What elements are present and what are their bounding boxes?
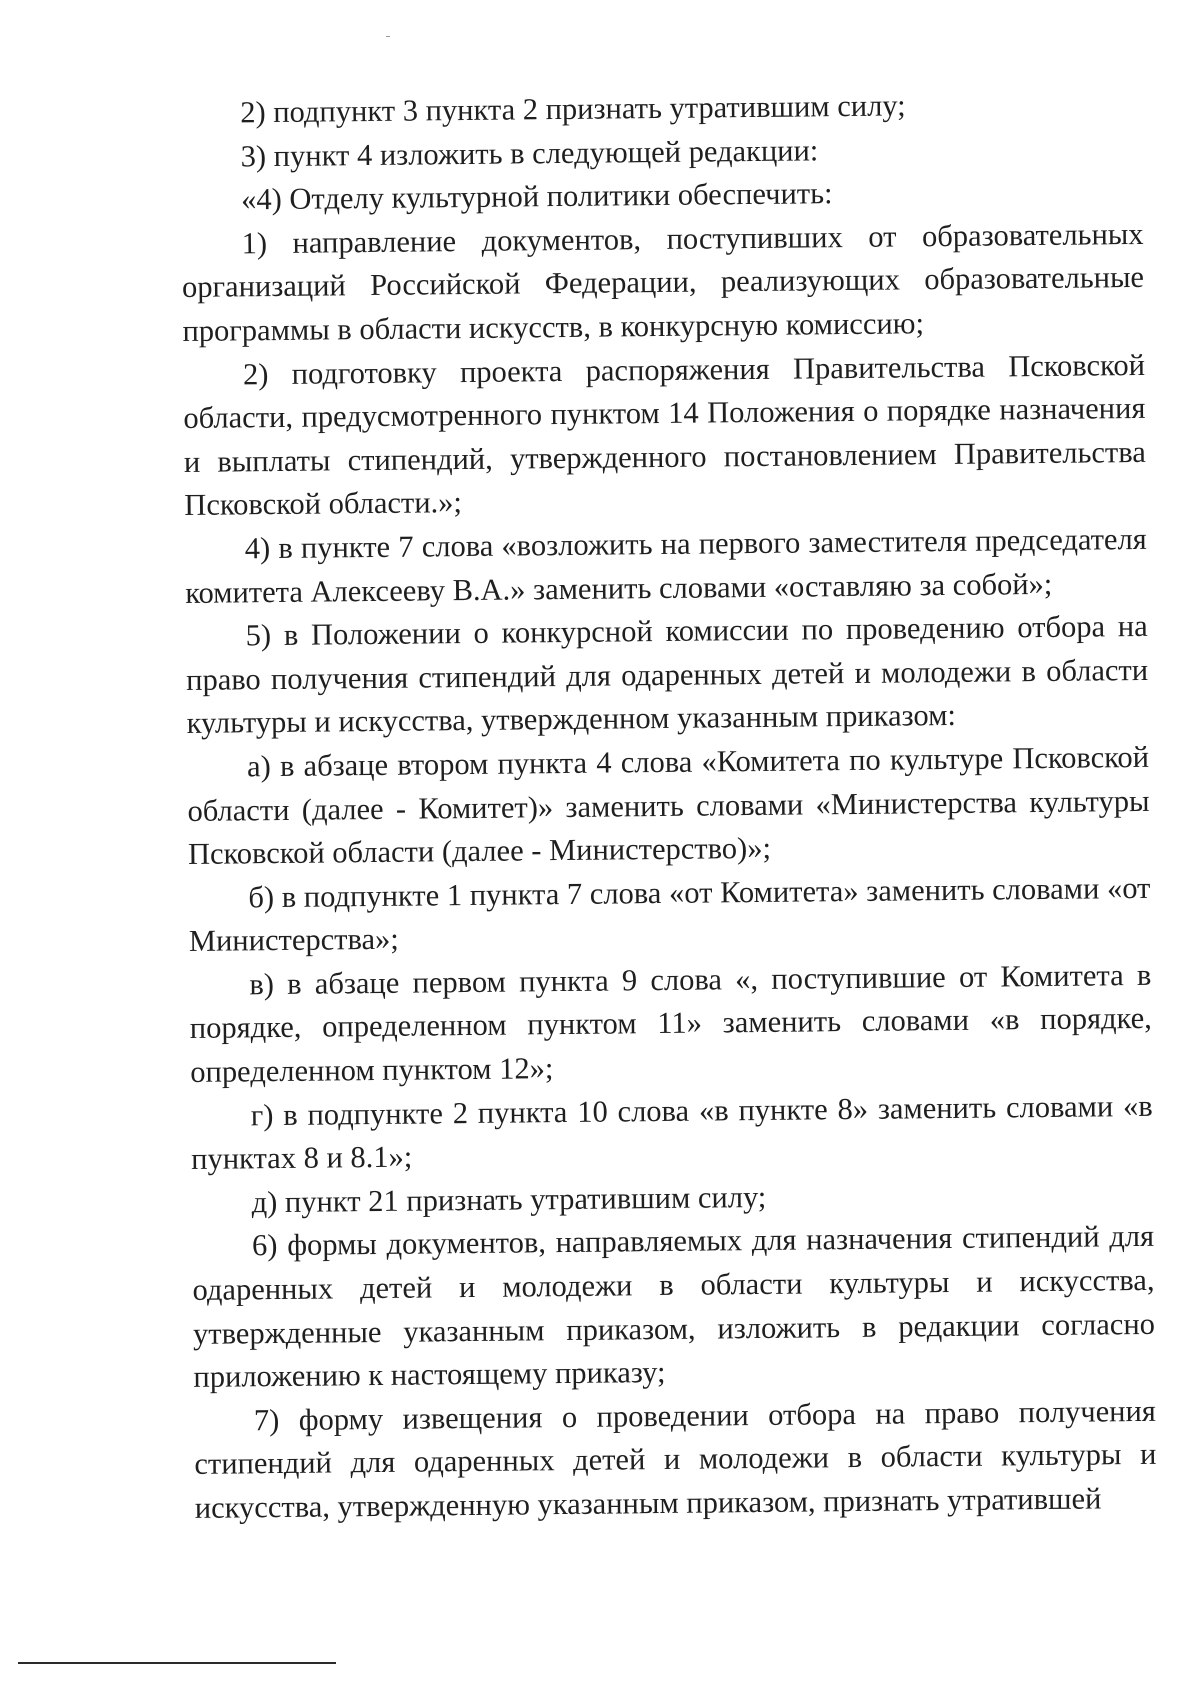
paragraph-clause-4-heading: «4) Отделу культурной политики обеспечить: bbox=[240, 176, 833, 217]
paragraph-item-5g: г) в подпункте 2 пункта 10 слова «в пункте 8» заменить словами «в пунктах 8 и 8.1»; bbox=[190, 1088, 1153, 1177]
document-body bbox=[180, 82, 1157, 1531]
paragraph-item-4: 4) в пункте 7 слова «возложить на первого заместителя председателя комитета Алексееву В.А.» заменить словами «оставляю за собой»; bbox=[185, 521, 1147, 610]
paragraph-item-6: 6) формы документов, направляемых для назначения стипендий для одаренных детей и молодежи в области культуры и искусства, утвержденные указанным приказом, изложить в редакции согласно приложению к настоящему приказу; bbox=[192, 1219, 1156, 1395]
paragraph-item-7: 7) форму извещения о проведении отбора на право получения стипендий для одаренных детей и молодежи в области культуры и искусства, утвержденную указанным приказом, признать утратившей bbox=[194, 1393, 1157, 1525]
paragraph-item-5b: б) в подпункте 1 пункта 7 слова «от Комитета» заменить словами «от Министерства»; bbox=[188, 870, 1151, 959]
paragraph-item-5v: в) в абзаце первом пункта 9 слова «, поступившие от Комитета в порядке, определенном пунктом 11» заменить словами «в порядке, определенном пунктом 12»; bbox=[189, 957, 1152, 1090]
paragraph-clause-4-sub-2: 2) подготовку проекта распоряжения Правительства Псковской области, предусмотренного пунктом 14 Положения о порядке назначения и выплаты стипендий, утвержденного постановлением Правительства Псковской области.»; bbox=[183, 347, 1146, 523]
paragraph-item-5: 5) в Положении о конкурсной комиссии по проведению отбора на право получения стипендий для одаренных детей и молодежи в области культуры и искусства, утвержденном указанным приказом: bbox=[185, 609, 1149, 741]
paragraph-item-2: 2) подпункт 3 пункта 2 признать утратившим силу; bbox=[240, 88, 906, 130]
paragraph-item-3: 3) пункт 4 изложить в следующей редакции: bbox=[240, 132, 819, 173]
paragraph-item-5d: д) пункт 21 признать утратившим силу; bbox=[251, 1179, 767, 1220]
footer-rule bbox=[18, 1662, 336, 1664]
scan-mark bbox=[386, 36, 390, 37]
paragraph-clause-4-sub-1: 1) направление документов, поступивших от образовательных организаций Российской Федерации, реализующих образовательные программы в области искусств, в конкурсную комиссию; bbox=[181, 216, 1145, 348]
paragraph-item-5a: а) в абзаце втором пункта 4 слова «Комитета по культуре Псковской области (далее - Комитет)» заменить словами «Министерства культуры Псковской области (далее - Министерство)»; bbox=[187, 739, 1150, 872]
